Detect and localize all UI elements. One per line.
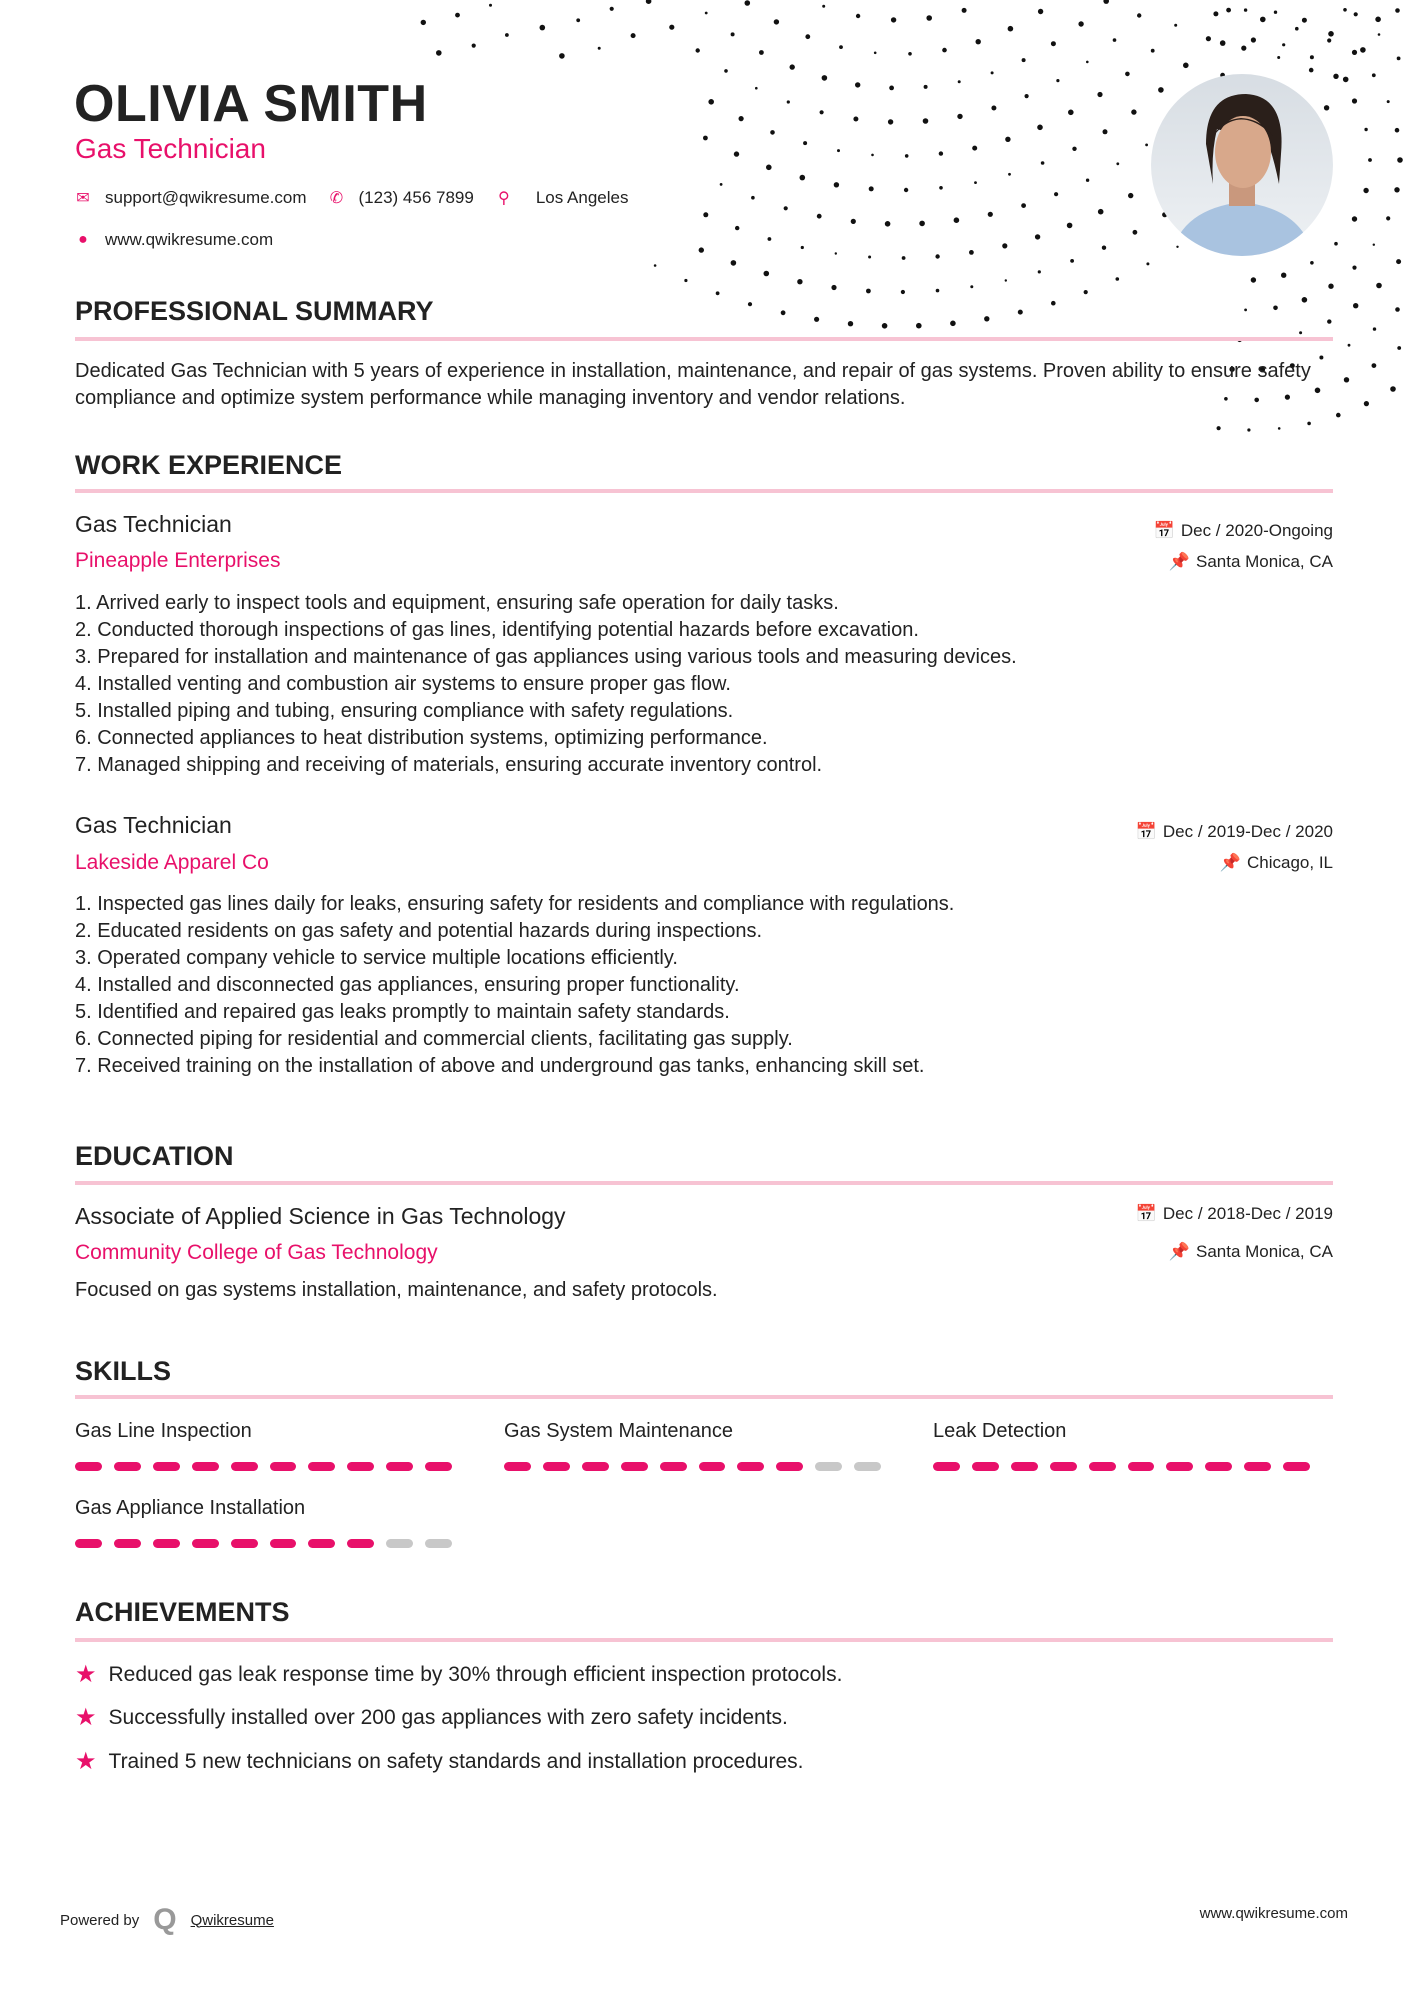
skill-level-segment [192,1539,219,1548]
qwikresume-logo-icon: Q [153,1903,177,1936]
education-heading: EDUCATION [75,1141,234,1171]
skill-level-segment [270,1462,297,1471]
skill-level-segment [543,1462,570,1471]
list-item: 6. Connected piping for residential and commercial clients, facilitating gas supply. [75,1028,793,1050]
skill-name: Gas Line Inspection [75,1420,252,1442]
skill-level-segment [114,1462,141,1471]
list-item: 3. Operated company vehicle to service multiple locations efficiently. [75,947,678,969]
phone-icon: ✆ [329,190,344,207]
skill-level-segment [972,1462,999,1471]
job-title: Gas Technician [75,511,232,537]
achievement-item [75,1660,842,1689]
skill-name: Gas Appliance Installation [75,1497,306,1519]
job-bullets [75,891,954,1080]
list-item: 5. Installed piping and tubing, ensuring compliance with safety regulations. [75,700,734,722]
skill-level-segment [425,1462,452,1471]
job-bullets [75,590,1017,779]
globe-icon: ● [78,231,88,248]
education-date [1136,1204,1333,1224]
skill-level-bar [933,1462,1310,1471]
skill-level-segment [582,1462,609,1471]
star-icon: ★ [75,1748,97,1775]
list-item: 2. Educated residents on gas safety and potential hazards during inspections. [75,920,763,942]
skill-level-segment [776,1462,803,1471]
skill-level-segment [660,1462,687,1471]
skill-level-segment [815,1462,842,1471]
achievement-text: Trained 5 new technicians on safety standards and installation procedures. [108,1749,804,1773]
job-location-text: Chicago, IL [1247,853,1333,872]
candidate-title: Gas Technician [75,133,266,164]
star-icon: ★ [75,1661,97,1688]
list-item: 1. Arrived early to inspect tools and equipment, ensuring safe operation for daily tasks. [75,592,839,614]
footer-url[interactable]: www.qwikresume.com [1199,1905,1348,1922]
section-divider [75,1638,1333,1642]
achievement-item [75,1747,803,1776]
website-link[interactable]: www.qwikresume.com [105,230,274,249]
experience-heading: WORK EXPERIENCE [75,450,343,480]
skill-level-bar [75,1539,452,1548]
list-item: 5. Identified and repaired gas leaks promptly to maintain safety standards. [75,1001,730,1023]
section-divider [75,337,1333,341]
skill-level-segment [308,1539,335,1548]
calendar-icon: 📅 [1135,822,1157,841]
skill-item [75,1420,452,1471]
skill-item [75,1497,452,1548]
calendar-icon: 📅 [1135,1204,1157,1223]
website-row [73,230,273,250]
job-location [1169,552,1333,572]
list-item: 3. Prepared for installation and maintenance of gas appliances using various tools and measuring devices. [75,646,1017,668]
summary-text: Dedicated Gas Technician with 5 years of experience in installation, maintenance, and repair of gas systems. Proven ability to ensure safety compliance and optimize system performance while managing inventory and vendor relations. [75,360,1311,409]
list-item: 4. Installed venting and combustion air systems to ensure proper gas flow. [75,673,731,695]
degree: Associate of Applied Science in Gas Technology [75,1203,566,1229]
map-pin-icon: ⚲ [497,190,510,207]
skill-level-bar [75,1462,452,1471]
skill-level-segment [153,1462,180,1471]
envelope-icon: ✉ [76,190,90,207]
job-date [1154,521,1333,541]
email-link[interactable]: support@qwikresume.com [105,188,307,207]
skill-level-segment [699,1462,726,1471]
skill-level-segment [386,1539,413,1548]
skill-item [933,1420,1310,1471]
pin-icon: 📌 [1219,853,1241,872]
section-divider [75,1395,1333,1399]
summary-heading: PROFESSIONAL SUMMARY [75,296,434,326]
skill-level-segment [1011,1462,1038,1471]
achievement-item [75,1703,788,1732]
skill-level-segment [1050,1462,1077,1471]
skill-level-segment [270,1539,297,1548]
list-item: 1. Inspected gas lines daily for leaks, ensuring safety for residents and compliance with regulations. [75,893,955,915]
list-item: 7. Managed shipping and receiving of materials, ensuring accurate inventory control. [75,754,823,776]
qwikresume-link[interactable]: Qwikresume [190,1911,274,1929]
skill-name: Leak Detection [933,1420,1067,1442]
skill-level-segment [386,1462,413,1471]
job-date-text: Dec / 2020-Ongoing [1180,521,1333,540]
school: Community College of Gas Technology [75,1241,438,1264]
skill-level-segment [114,1539,141,1548]
skill-level-bar [504,1462,881,1471]
skill-level-segment [308,1462,335,1471]
skill-item [504,1420,881,1471]
skill-name: Gas System Maintenance [504,1420,733,1442]
skill-level-segment [933,1462,960,1471]
achievement-text: Reduced gas leak response time by 30% through efficient inspection protocols. [108,1662,843,1686]
skill-level-segment [75,1462,102,1471]
phone-number: (123) 456 7899 [358,188,474,207]
job-location [1220,853,1333,873]
pin-icon: 📌 [1168,1242,1190,1261]
candidate-name: OLIVIA SMITH [74,75,428,133]
job-company: Lakeside Apparel Co [75,851,269,874]
skill-level-segment [737,1462,764,1471]
skill-level-segment [347,1462,374,1471]
powered-by-label: Powered by [60,1911,140,1929]
education-location [1169,1242,1333,1262]
skill-level-segment [75,1539,102,1548]
job-title: Gas Technician [75,812,232,838]
pin-icon: 📌 [1168,552,1190,571]
location: Los Angeles [535,188,629,207]
skill-level-segment [425,1539,452,1548]
profile-photo [1151,74,1333,256]
skill-level-segment [621,1462,648,1471]
skill-level-segment [153,1539,180,1548]
education-date-text: Dec / 2018-Dec / 2019 [1162,1204,1333,1223]
contact-row [73,188,628,208]
skill-level-segment [1166,1462,1193,1471]
job-company: Pineapple Enterprises [75,549,281,572]
achievement-text: Successfully installed over 200 gas appliances with zero safety incidents. [108,1705,788,1729]
job-location-text: Santa Monica, CA [1195,552,1333,571]
job-date-text: Dec / 2019-Dec / 2020 [1162,822,1333,841]
skill-level-segment [504,1462,531,1471]
skill-level-segment [1283,1462,1310,1471]
skill-level-segment [1244,1462,1271,1471]
skill-level-segment [1089,1462,1116,1471]
footer-powered-by [60,1903,274,1937]
skill-level-segment [231,1539,258,1548]
list-item: 4. Installed and disconnected gas appliances, ensuring proper functionality. [75,974,740,996]
list-item: 2. Conducted thorough inspections of gas lines, identifying potential hazards before excavation. [75,619,919,641]
section-divider [75,489,1333,493]
star-icon: ★ [75,1704,97,1731]
education-description: Focused on gas systems installation, maintenance, and safety protocols. [75,1279,718,1301]
skill-level-segment [347,1539,374,1548]
skill-level-segment [1205,1462,1232,1471]
list-item: 7. Received training on the installation of above and underground gas tanks, enhancing skill set. [75,1055,925,1077]
skills-heading: SKILLS [75,1356,172,1386]
section-divider [75,1181,1333,1185]
calendar-icon: 📅 [1153,521,1175,540]
skill-level-segment [854,1462,881,1471]
job-date [1136,822,1333,842]
skill-level-segment [231,1462,258,1471]
skill-level-segment [1128,1462,1155,1471]
skill-level-segment [192,1462,219,1471]
education-location-text: Santa Monica, CA [1195,1242,1333,1261]
list-item: 6. Connected appliances to heat distribution systems, optimizing performance. [75,727,768,749]
achievements-heading: ACHIEVEMENTS [75,1597,290,1627]
